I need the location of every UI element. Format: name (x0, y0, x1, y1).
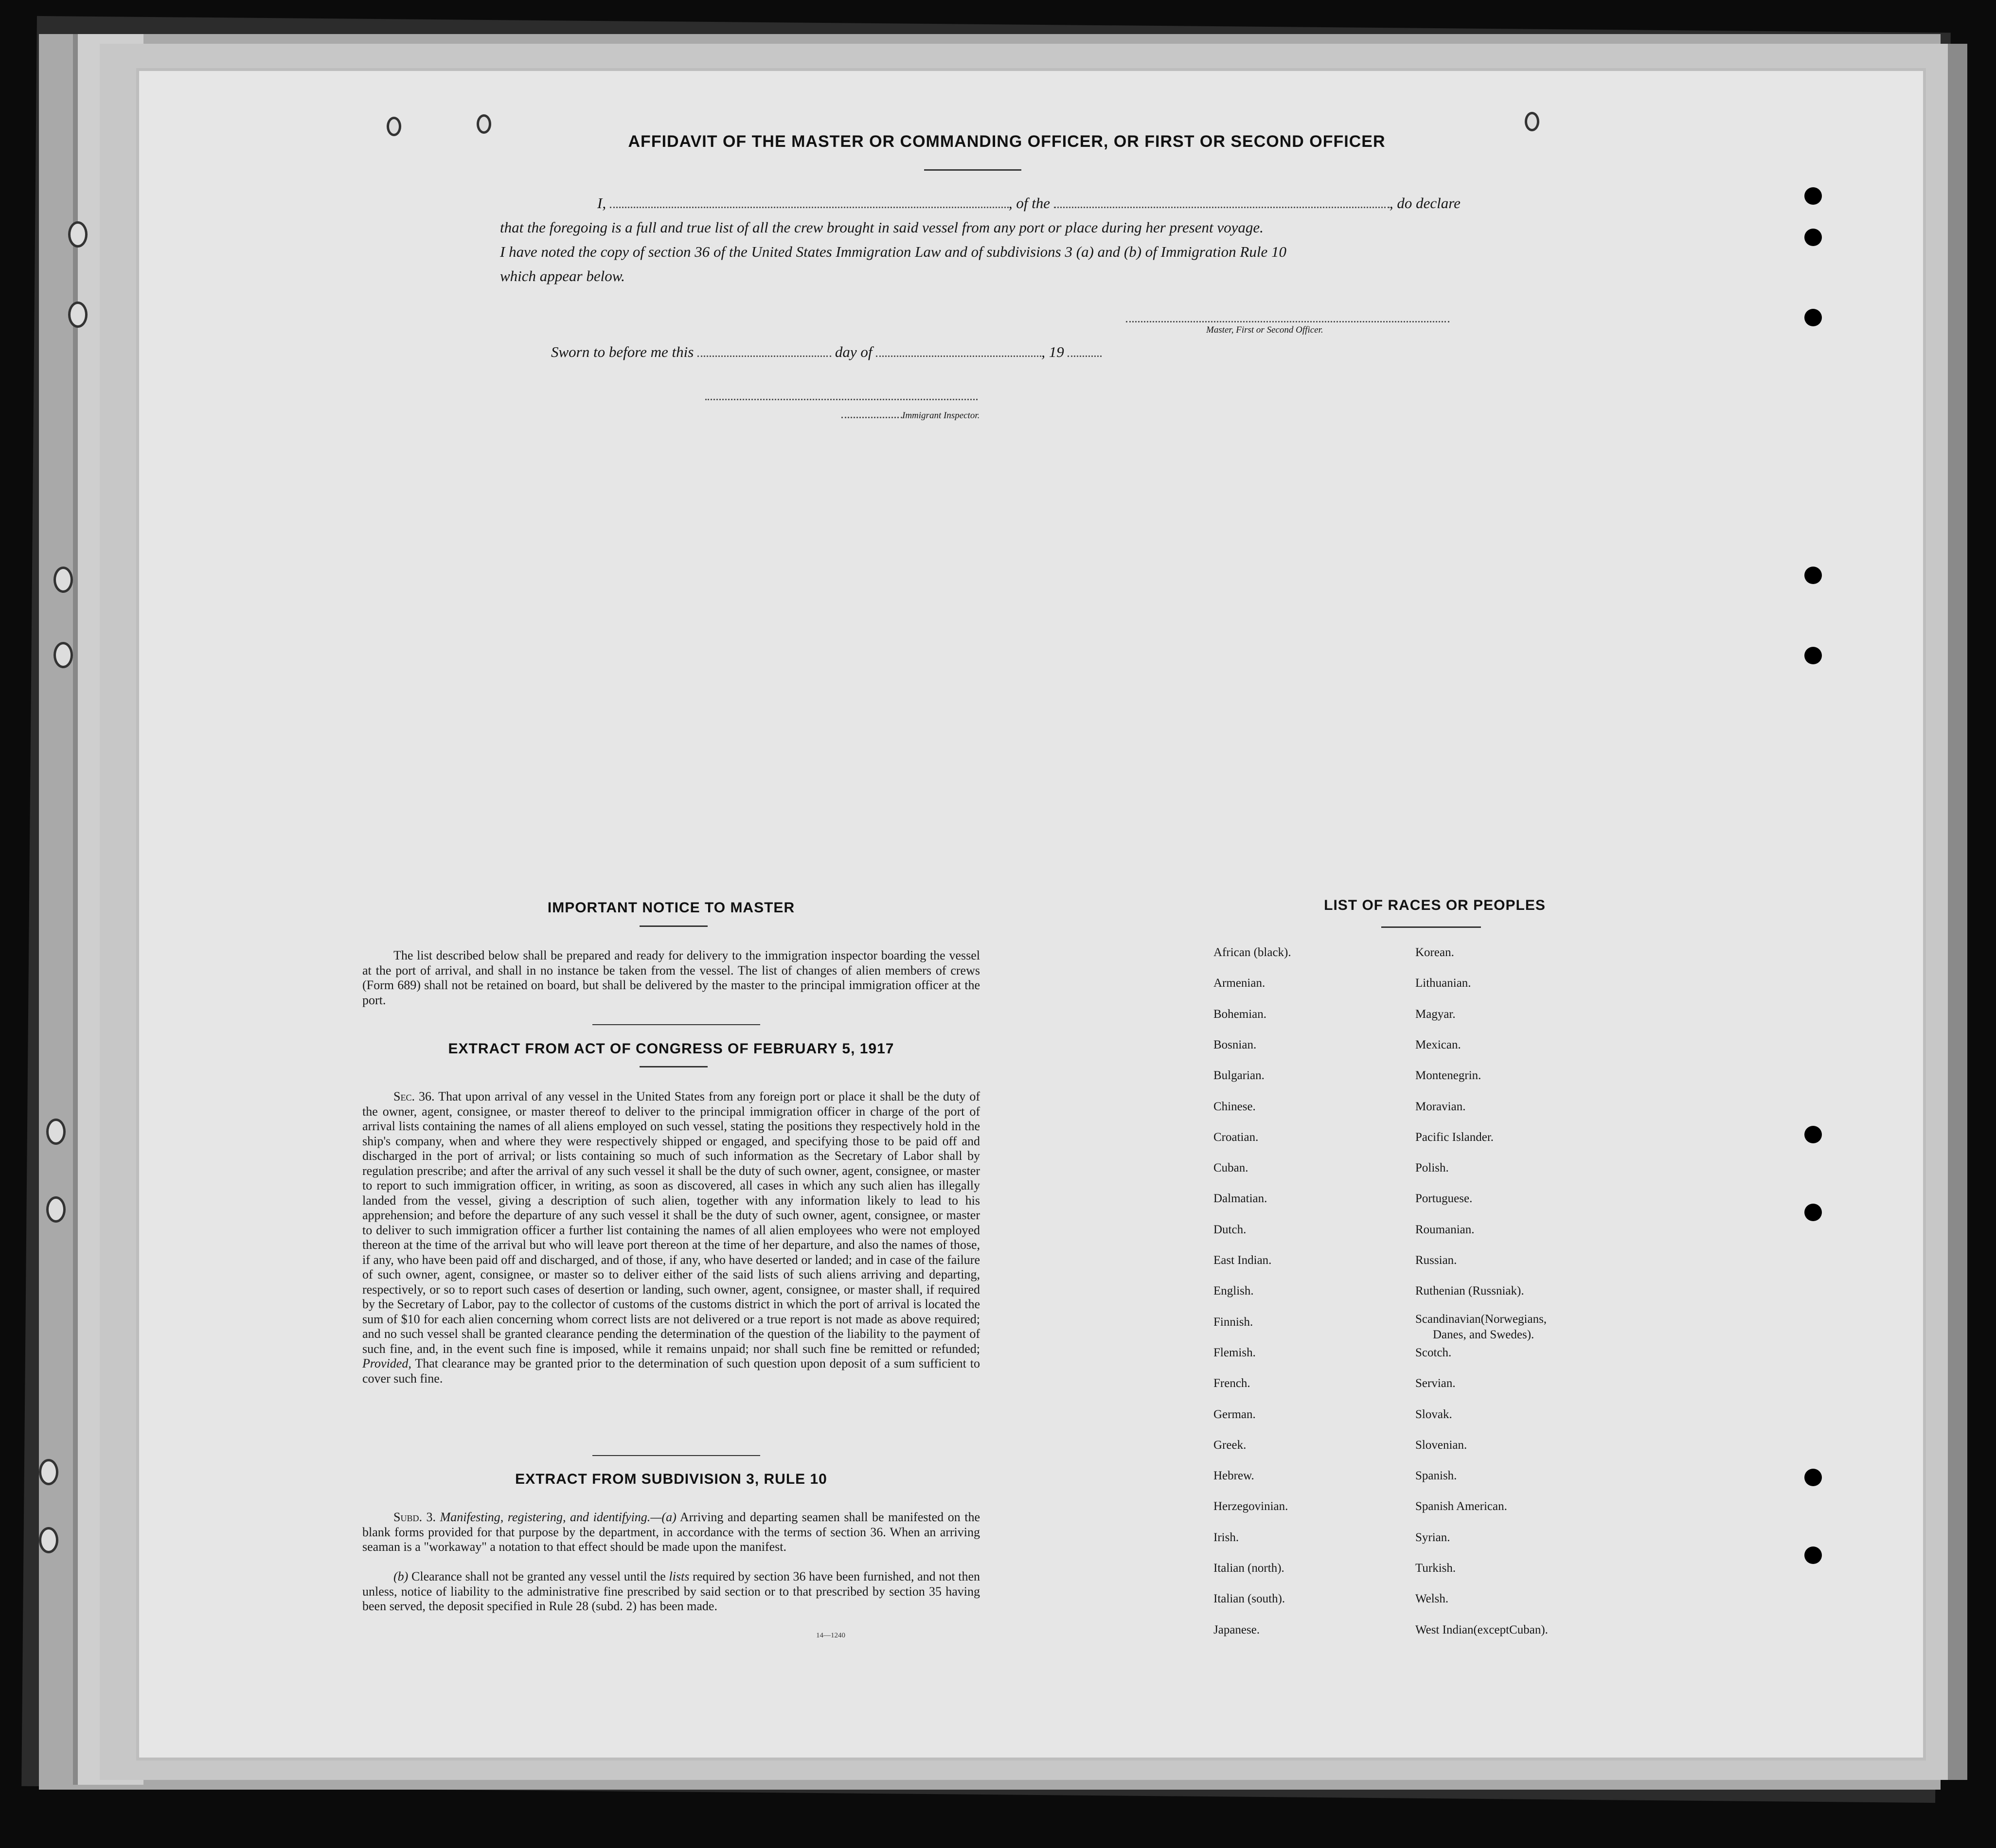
document-page (136, 68, 1926, 1760)
race-item: Slovenian. (1415, 1438, 1467, 1452)
act-divider (592, 1455, 760, 1456)
race-item: Magyar. (1415, 1007, 1456, 1021)
binder-hole-icon (53, 642, 73, 668)
day-of-label: day of (835, 343, 873, 360)
binder-hole-icon (46, 1196, 66, 1223)
act-rule (640, 1066, 708, 1067)
affidavit-line-1 (545, 195, 1461, 212)
race-item: Bohemian. (1213, 1007, 1267, 1021)
year-label: , 19 (1041, 343, 1064, 360)
punch-hole-icon (1804, 229, 1822, 246)
sworn-day-field[interactable] (697, 355, 831, 357)
staple-hole-icon (1525, 112, 1539, 131)
race-item: Turkish. (1415, 1562, 1456, 1575)
race-item: Lithuanian. (1415, 977, 1471, 990)
race-item: West Indian(exceptCuban). (1415, 1623, 1548, 1636)
race-item: Spanish. (1415, 1469, 1457, 1483)
race-item: Herzegovinian. (1213, 1500, 1288, 1513)
sworn-label: Sworn to before me this (551, 343, 694, 360)
race-item: Pacific Islander. (1415, 1130, 1494, 1144)
race-item: Hebrew. (1213, 1469, 1254, 1483)
race-item: Polish. (1415, 1161, 1449, 1175)
affidavit-i-label: I, (597, 195, 606, 212)
affidavit-of-the: , of the (1008, 195, 1051, 212)
punch-hole-icon (1804, 1469, 1822, 1486)
inspector-name-field[interactable] (841, 417, 902, 418)
notice-paragraph: The list described below shall be prepared and ready for delivery to the immigration inspector boarding the vessel at the port of arrival, and shall in no instance be taken from the vessel. The list of changes of alien members of crews (Form 689) shall not be retained on board, but shall be delivered by the master to the principal immigration officer at the port. (362, 948, 980, 1007)
race-item: German. (1213, 1407, 1256, 1421)
race-item: French. (1213, 1377, 1250, 1390)
sworn-year-field[interactable] (1068, 355, 1102, 357)
binder-hole-icon (68, 302, 88, 328)
punch-hole-icon (1804, 1546, 1822, 1564)
race-item: Italian (north). (1213, 1562, 1284, 1575)
master-signature-label: Master, First or Second Officer. (1206, 325, 1323, 335)
race-item: Syrian. (1415, 1530, 1450, 1544)
race-item: Bosnian. (1213, 1038, 1257, 1051)
binder-hole-icon (39, 1459, 58, 1485)
race-item: Servian. (1415, 1377, 1456, 1390)
race-item: Mexican. (1415, 1038, 1461, 1051)
punch-hole-icon (1804, 309, 1822, 326)
race-item: English. (1213, 1284, 1254, 1298)
section-label: Sec. 36. (393, 1089, 435, 1103)
sworn-line (551, 343, 1102, 361)
binder-hole-icon (46, 1119, 66, 1145)
affidavit-title: AFFIDAVIT OF THE MASTER OR COMMANDING OFFICER, OR FIRST OR SECOND OFFICER (628, 132, 1386, 151)
notice-title: IMPORTANT NOTICE TO MASTER (547, 900, 795, 916)
race-item: Bulgarian. (1213, 1069, 1265, 1083)
race-item: African (black). (1213, 946, 1291, 959)
race-item: Chinese. (1213, 1100, 1256, 1113)
race-item: Moravian. (1415, 1100, 1466, 1113)
staple-hole-icon (477, 114, 491, 134)
affidavit-line-3: I have noted the copy of section 36 of the United States Immigration Law and of subdivisions 3 (a) and (b) of Immigration Rule 10 (500, 243, 1286, 260)
race-item: Roumanian. (1415, 1223, 1475, 1236)
race-item: Dutch. (1213, 1223, 1247, 1236)
notice-rule (640, 925, 708, 927)
race-item: Greek. (1213, 1438, 1247, 1452)
race-item: Italian (south). (1213, 1592, 1285, 1606)
race-item: Finnish. (1213, 1315, 1253, 1329)
master-signature-field[interactable] (1126, 321, 1449, 322)
inspector-signature-field[interactable] (705, 399, 978, 400)
punch-hole-icon (1804, 1204, 1822, 1221)
race-item-continuation: Danes, and Swedes). (1433, 1328, 1534, 1341)
race-item: Japanese. (1213, 1623, 1260, 1636)
race-item: Spanish American. (1415, 1500, 1507, 1513)
race-item: Russian. (1415, 1254, 1457, 1267)
affidavit-do-declare: , do declare (1389, 195, 1461, 212)
rule-paragraph-a: Subd. 3. Manifesting, registering, and identifying.—(a) Arriving and departing seamen shall be manifested on the blank forms provided for that purpose by the department, in accordance with the terms of section 36. When an arriving seaman is a "workaway" a notation to that effect should be made upon the manifest. (362, 1510, 980, 1554)
vessel-field[interactable] (1054, 207, 1390, 208)
races-rule (1381, 926, 1481, 928)
race-item: Welsh. (1415, 1592, 1449, 1606)
race-item: Flemish. (1213, 1346, 1256, 1359)
act-title: EXTRACT FROM ACT OF CONGRESS OF FEBRUARY 5, 1917 (448, 1041, 894, 1057)
race-item: East Indian. (1213, 1254, 1272, 1267)
inspector-label: Immigrant Inspector. (902, 410, 980, 421)
notice-divider (592, 1024, 760, 1025)
races-title: LIST OF RACES OR PEOPLES (1324, 897, 1546, 913)
punch-hole-icon (1804, 187, 1822, 205)
rule-title: EXTRACT FROM SUBDIVISION 3, RULE 10 (515, 1471, 827, 1487)
race-item: Portuguese. (1415, 1192, 1473, 1206)
race-item: Cuban. (1213, 1161, 1248, 1175)
race-item: Slovak. (1415, 1407, 1452, 1421)
title-rule (924, 169, 1021, 171)
binder-hole-icon (39, 1527, 58, 1553)
race-item: Dalmatian. (1213, 1192, 1267, 1206)
sworn-month-field[interactable] (876, 355, 1041, 357)
race-item: Scotch. (1415, 1346, 1452, 1359)
act-paragraph: Sec. 36. That upon arrival of any vessel in the United States from any foreign port or place it shall be the duty of the owner, agent, consignee, or master thereof to deliver to the principal immigration officer in charge of the port of arrival lists containing the names of all aliens employed on such vessel, stating the positions they respectively hold in the ship's company, when and where they were respectively shipped or engaged, and specifying those to be paid off and discharged in the port of arrival; or lists containing so much of such information as the Secretary of Labor shall by regulation prescribe; and after the arrival of any such vessel it shall be the duty of such owner, agent, consignee, or master to report to such immigration officer, in writing, as soon as discovered, all cases in which any such alien has illegally landed from the vessel, giving a description of such alien, together with any information likely to lead to his apprehension; and before the departure of any such vessel it shall be the duty of such owner, agent, consignee, or master to deliver to such immigration officer a further list containing the names of all alien employees who were not employed thereon at the time of the arrival but who will leave port thereon at the time of her departure, and also the names of those, if any, who have been paid off and discharged, and of those, if any, who have deserted or landed; and in case of the failure of such owner, agent, consignee, or master so to deliver either of the said lists of such aliens arriving and departing, respectively, or so to report such cases of desertion or landing, such owner, agent, consignee, or master shall, if required by the Secretary of Labor, pay to the collector of customs of the customs district in which the port of arrival is located the sum of $10 for each alien concerning whom correct lists are not delivered or a true report is not made as above required; and no such vessel shall be granted clearance pending the determination of the question of the liability to the payment of such fine, and, in the event such fine is imposed, while it remains unpaid; nor shall such fine be remitted or refunded; Provided, That clearance may be granted prior to the determination of such question upon deposit of a sum sufficient to cover such fine. (362, 1089, 980, 1386)
race-item: Korean. (1415, 946, 1454, 959)
race-item: Irish. (1213, 1530, 1239, 1544)
race-item: Armenian. (1213, 977, 1265, 990)
punch-hole-icon (1804, 567, 1822, 584)
race-item: Ruthenian (Russniak). (1415, 1284, 1524, 1298)
punch-hole-icon (1804, 1126, 1822, 1143)
binder-hole-icon (53, 567, 73, 593)
punch-hole-icon (1804, 647, 1822, 664)
race-item: Croatian. (1213, 1130, 1259, 1144)
name-field[interactable] (610, 207, 1009, 208)
rule-paragraph-b: (b) Clearance shall not be granted any vessel until the lists required by section 36 have been furnished, and not then unless, notice of liability to the administrative fine prescribed by said section or to that prescribed by section 35 having been served, the deposit specified in Rule 28 (subd. 2) has been made. (362, 1569, 980, 1613)
binder-hole-icon (68, 221, 88, 248)
affidavit-line-2: that the foregoing is a full and true list of all the crew brought in said vessel from any port or place during her present voyage. (500, 219, 1264, 236)
affidavit-line-4: which appear below. (500, 267, 625, 284)
inspector-signature-label (841, 410, 980, 421)
race-item: Scandinavian(Norwegians, (1415, 1312, 1547, 1326)
race-item: Montenegrin. (1415, 1069, 1481, 1083)
form-number: 14—1240 (816, 1632, 845, 1639)
